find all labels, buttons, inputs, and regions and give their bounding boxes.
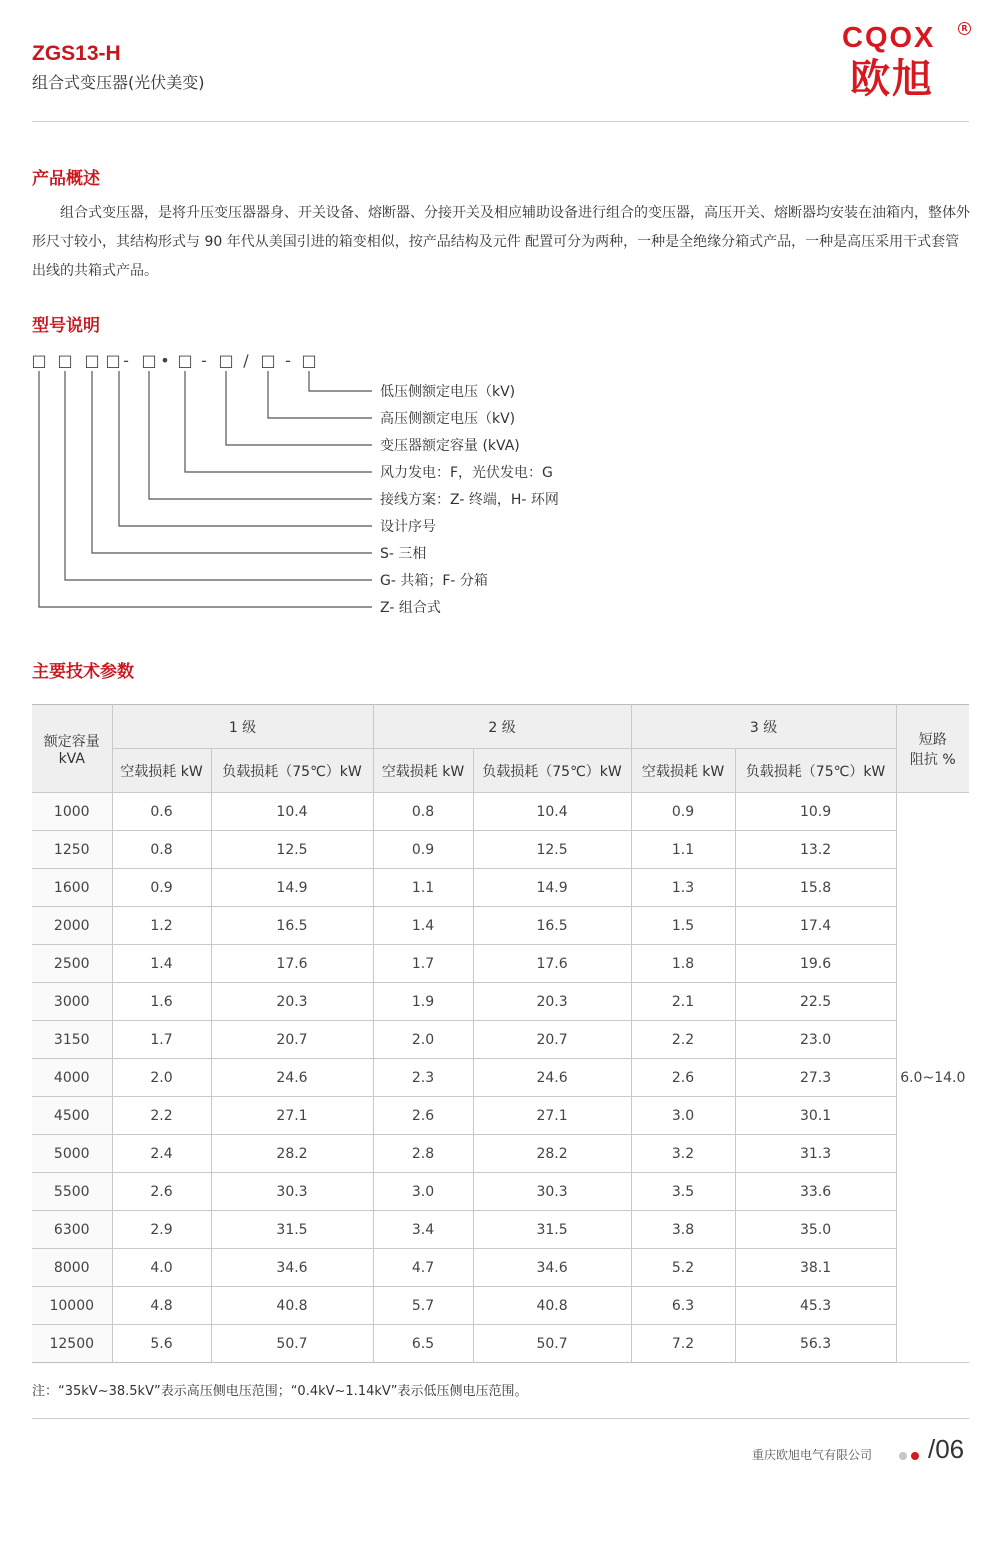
cell-noload-3: 1.1: [631, 831, 735, 869]
header-impedance: 短路 阻抗 %: [896, 705, 969, 793]
cell-noload-2: 5.7: [373, 1287, 473, 1325]
cell-load-2: 27.1: [473, 1097, 631, 1135]
cell-noload-3: 1.8: [631, 945, 735, 983]
table-row: [32, 945, 969, 983]
header-grade-1: 1 级: [112, 705, 373, 749]
model-code-separator: /: [243, 351, 249, 370]
cell-load-1: 50.7: [211, 1325, 373, 1363]
table-row: [32, 983, 969, 1021]
table-row: [32, 831, 969, 869]
cell-load-3: 33.6: [735, 1173, 896, 1211]
cell-noload-3: 1.3: [631, 869, 735, 907]
cell-load-3: 13.2: [735, 831, 896, 869]
cell-noload-3: 3.5: [631, 1173, 735, 1211]
model-label-wiring: 接线方案：Z- 终端，H- 环网: [380, 492, 559, 508]
cell-noload-3: 2.2: [631, 1021, 735, 1059]
cell-load-2: 28.2: [473, 1135, 631, 1173]
cell-load-2: 30.3: [473, 1173, 631, 1211]
cell-load-1: 20.7: [211, 1021, 373, 1059]
cell-noload-3: 0.9: [631, 793, 735, 831]
cell-noload-1: 4.8: [112, 1287, 211, 1325]
model-code-separator: -: [201, 351, 207, 370]
footer-divider: [32, 1418, 969, 1419]
header-noload-3: 空载损耗 kW: [631, 749, 735, 793]
cell-load-1: 12.5: [211, 831, 373, 869]
cell-noload-1: 2.6: [112, 1173, 211, 1211]
cell-noload-3: 7.2: [631, 1325, 735, 1363]
model-code-box: □: [105, 351, 121, 370]
cell-load-1: 30.3: [211, 1173, 373, 1211]
table-row: [32, 869, 969, 907]
cell-noload-2: 6.5: [373, 1325, 473, 1363]
cell-noload-1: 2.4: [112, 1135, 211, 1173]
cell-load-3: 10.9: [735, 793, 896, 831]
model-label-lv-voltage: 低压侧额定电压（kV): [380, 384, 516, 400]
cell-noload-3: 2.6: [631, 1059, 735, 1097]
model-label-tank: G- 共箱；F- 分箱: [380, 573, 488, 589]
cell-noload-2: 0.8: [373, 793, 473, 831]
cell-capacity: 6300: [32, 1211, 112, 1249]
model-code-separator: •: [160, 351, 170, 370]
cell-load-1: 40.8: [211, 1287, 373, 1325]
cell-noload-3: 5.2: [631, 1249, 735, 1287]
cell-noload-3: 2.1: [631, 983, 735, 1021]
cell-noload-2: 2.0: [373, 1021, 473, 1059]
cell-capacity: 1000: [32, 793, 112, 831]
cell-noload-2: 0.9: [373, 831, 473, 869]
cell-noload-2: 2.8: [373, 1135, 473, 1173]
cell-noload-1: 2.2: [112, 1097, 211, 1135]
model-code-box: □: [57, 351, 73, 370]
cell-noload-1: 1.4: [112, 945, 211, 983]
cell-load-3: 23.0: [735, 1021, 896, 1059]
cell-capacity: 1250: [32, 831, 112, 869]
cell-load-1: 20.3: [211, 983, 373, 1021]
cell-capacity: 3150: [32, 1021, 112, 1059]
product-subtitle: 组合式变压器(光伏美变): [32, 73, 205, 92]
cell-noload-2: 3.4: [373, 1211, 473, 1249]
cell-load-1: 28.2: [211, 1135, 373, 1173]
model-code-box: □: [177, 351, 193, 370]
page-dot-red-icon: [911, 1452, 919, 1460]
model-code-box: □: [141, 351, 157, 370]
cell-load-3: 22.5: [735, 983, 896, 1021]
table-row: [32, 1097, 969, 1135]
page-number: /06: [928, 1434, 965, 1464]
cell-noload-3: 6.3: [631, 1287, 735, 1325]
overview-text: [32, 199, 970, 286]
model-label-generation: 风力发电：F，光伏发电：G: [380, 465, 553, 481]
cell-load-2: 10.4: [473, 793, 631, 831]
cell-load-2: 24.6: [473, 1059, 631, 1097]
cell-capacity: 12500: [32, 1325, 112, 1363]
cell-load-2: 31.5: [473, 1211, 631, 1249]
cell-capacity: 3000: [32, 983, 112, 1021]
table-row: [32, 1325, 969, 1363]
model-desc-title: 型号说明: [32, 316, 100, 336]
header-capacity: 额定容量 kVA: [32, 705, 112, 793]
header-divider: [32, 121, 969, 122]
cell-load-3: 35.0: [735, 1211, 896, 1249]
model-code-box: □: [301, 351, 317, 370]
overview-paragraph: 组合式变压器，是将升压变压器器身、开关设备、熔断器、分接开关及相应辅助设备进行组合的变压器，高压开关、熔断器均安装在油箱内，整体外形尺寸较小，其结构形式与 90 年代从美国引进的箱变相似，按产品结构及元件 配置可分为两种，一种是全绝缘分箱式产品，一种是高压采用干式套管出线的共箱式产品。: [32, 205, 970, 279]
cell-load-3: 31.3: [735, 1135, 896, 1173]
specs-title: 主要技术参数: [32, 662, 134, 682]
table-row: [32, 793, 969, 831]
table-note: 注：“35kV~38.5kV”表示高压侧电压范围；“0.4kV~1.14kV”表示低压侧电压范围。: [32, 1384, 528, 1399]
cell-noload-2: 2.3: [373, 1059, 473, 1097]
footer-company: 重庆欧旭电气有限公司: [752, 1448, 873, 1462]
cell-load-2: 20.3: [473, 983, 631, 1021]
cell-noload-1: 0.8: [112, 831, 211, 869]
cell-load-2: 50.7: [473, 1325, 631, 1363]
cell-load-1: 24.6: [211, 1059, 373, 1097]
cell-capacity: 4000: [32, 1059, 112, 1097]
cell-noload-3: 3.8: [631, 1211, 735, 1249]
table-row: [32, 1287, 969, 1325]
model-label-hv-voltage: 高压侧额定电压（kV): [380, 411, 516, 427]
table-row: [32, 1059, 969, 1097]
cell-capacity: 5000: [32, 1135, 112, 1173]
page-dot-gray-icon: [899, 1452, 907, 1460]
cell-load-1: 17.6: [211, 945, 373, 983]
cell-noload-3: 3.2: [631, 1135, 735, 1173]
cell-noload-1: 0.9: [112, 869, 211, 907]
cell-noload-2: 3.0: [373, 1173, 473, 1211]
cell-noload-3: 1.5: [631, 907, 735, 945]
header-grade-2: 2 级: [373, 705, 631, 749]
cell-load-2: 20.7: [473, 1021, 631, 1059]
cell-load-3: 38.1: [735, 1249, 896, 1287]
cell-noload-1: 1.2: [112, 907, 211, 945]
cell-noload-1: 1.6: [112, 983, 211, 1021]
table-row: [32, 1021, 969, 1059]
cell-noload-2: 1.9: [373, 983, 473, 1021]
cell-load-2: 40.8: [473, 1287, 631, 1325]
cell-noload-2: 2.6: [373, 1097, 473, 1135]
header-grade-3: 3 级: [631, 705, 896, 749]
model-code-box: □: [84, 351, 100, 370]
cell-noload-3: 3.0: [631, 1097, 735, 1135]
model-label-phase: S- 三相: [380, 546, 427, 562]
table-row: [32, 1249, 969, 1287]
model-label-capacity: 变压器额定容量 (kVA): [380, 438, 520, 454]
cell-load-3: 30.1: [735, 1097, 896, 1135]
cell-load-3: 56.3: [735, 1325, 896, 1363]
brand-logo-chinese: 欧旭: [850, 56, 934, 102]
table-row: [32, 1173, 969, 1211]
spec-table-body: [32, 793, 969, 1363]
cell-load-1: 14.9: [211, 869, 373, 907]
cell-load-2: 14.9: [473, 869, 631, 907]
cell-capacity: 2000: [32, 907, 112, 945]
cell-noload-2: 1.1: [373, 869, 473, 907]
header-load-2: 负载损耗（75℃）kW: [473, 749, 631, 793]
cell-capacity: 5500: [32, 1173, 112, 1211]
cell-load-2: 34.6: [473, 1249, 631, 1287]
cell-noload-2: 1.4: [373, 907, 473, 945]
cell-load-3: 27.3: [735, 1059, 896, 1097]
registered-mark-icon: R: [958, 22, 971, 35]
model-code-separator: -: [285, 351, 291, 370]
cell-capacity: 1600: [32, 869, 112, 907]
model-code-box: □: [260, 351, 276, 370]
cell-load-2: 16.5: [473, 907, 631, 945]
header-load-3: 负载损耗（75℃）kW: [735, 749, 896, 793]
cell-capacity: 2500: [32, 945, 112, 983]
cell-noload-1: 5.6: [112, 1325, 211, 1363]
cell-noload-2: 1.7: [373, 945, 473, 983]
cell-load-1: 10.4: [211, 793, 373, 831]
cell-capacity: 4500: [32, 1097, 112, 1135]
cell-load-2: 17.6: [473, 945, 631, 983]
cell-load-3: 15.8: [735, 869, 896, 907]
table-row: [32, 907, 969, 945]
model-label-combined: Z- 组合式: [380, 600, 441, 616]
cell-capacity: 8000: [32, 1249, 112, 1287]
cell-load-1: 34.6: [211, 1249, 373, 1287]
cell-load-1: 16.5: [211, 907, 373, 945]
model-code-pattern: [31, 351, 316, 370]
cell-load-2: 12.5: [473, 831, 631, 869]
cell-noload-2: 4.7: [373, 1249, 473, 1287]
table-row: [32, 1135, 969, 1173]
model-code-box: □: [218, 351, 234, 370]
header-noload-1: 空载损耗 kW: [112, 749, 211, 793]
cell-noload-1: 4.0: [112, 1249, 211, 1287]
cell-impedance: 6.0~14.0: [896, 793, 969, 1363]
cell-capacity: 10000: [32, 1287, 112, 1325]
spec-table: [32, 704, 969, 1363]
cell-noload-1: 0.6: [112, 793, 211, 831]
cell-load-1: 27.1: [211, 1097, 373, 1135]
model-code-separator: -: [123, 351, 129, 370]
cell-load-1: 31.5: [211, 1211, 373, 1249]
cell-noload-1: 2.9: [112, 1211, 211, 1249]
cell-load-3: 19.6: [735, 945, 896, 983]
model-code-box: □: [31, 351, 47, 370]
overview-title: 产品概述: [32, 169, 100, 189]
cell-noload-1: 1.7: [112, 1021, 211, 1059]
cell-noload-1: 2.0: [112, 1059, 211, 1097]
header-noload-2: 空载损耗 kW: [373, 749, 473, 793]
cell-load-3: 17.4: [735, 907, 896, 945]
product-model: ZGS13-H: [32, 42, 121, 65]
header-load-1: 负载损耗（75℃）kW: [211, 749, 373, 793]
table-row: [32, 1211, 969, 1249]
model-label-design-no: 设计序号: [380, 519, 436, 535]
leader-lines: [39, 371, 372, 607]
brand-logo-text: CQOX: [842, 22, 936, 54]
cell-load-3: 45.3: [735, 1287, 896, 1325]
